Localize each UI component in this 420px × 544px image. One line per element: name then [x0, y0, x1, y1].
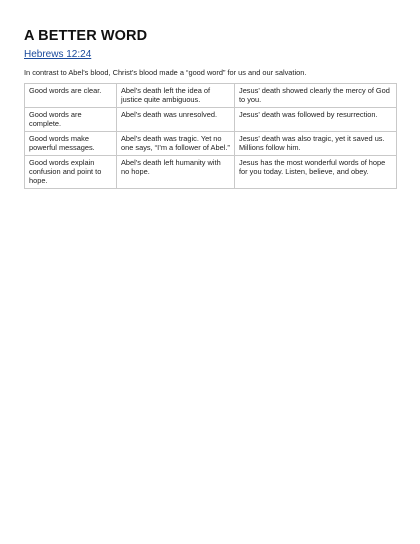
document-page: [24, 28, 396, 189]
table-cell-jesus: Jesus’ death was followed by resurrection.: [235, 108, 397, 132]
table-row: [25, 156, 397, 189]
table-cell-abel: Abel’s death was unresolved.: [117, 108, 235, 132]
table-cell-quality: Good words make powerful messages.: [25, 132, 117, 156]
comparison-table: [24, 83, 397, 189]
table-cell-quality: Good words explain confusion and point to hope.: [25, 156, 117, 189]
scripture-reference-link[interactable]: Hebrews 12:24: [24, 49, 92, 60]
table-cell-abel: Abel’s death left humanity with no hope.: [117, 156, 235, 189]
intro-paragraph: In contrast to Abel’s blood, Christ’s blood made a “good word” for us and our salvation.: [24, 68, 307, 77]
table-row: [25, 84, 397, 108]
table-row: [25, 108, 397, 132]
page-title: A BETTER WORD: [24, 28, 148, 44]
table-cell-jesus: Jesus’ death showed clearly the mercy of God to you.: [235, 84, 397, 108]
table-cell-quality: Good words are complete.: [25, 108, 117, 132]
table-cell-abel: Abel’s death left the idea of justice quite ambiguous.: [117, 84, 235, 108]
table-cell-quality: Good words are clear.: [25, 84, 117, 108]
table-cell-jesus: Jesus has the most wonderful words of hope for you today. Listen, believe, and obey.: [235, 156, 397, 189]
table-cell-jesus: Jesus’ death was also tragic, yet it saved us. Millions follow him.: [235, 132, 397, 156]
table-row: [25, 132, 397, 156]
table-cell-abel: Abel’s death was tragic. Yet no one says, “I’m a follower of Abel.”: [117, 132, 235, 156]
